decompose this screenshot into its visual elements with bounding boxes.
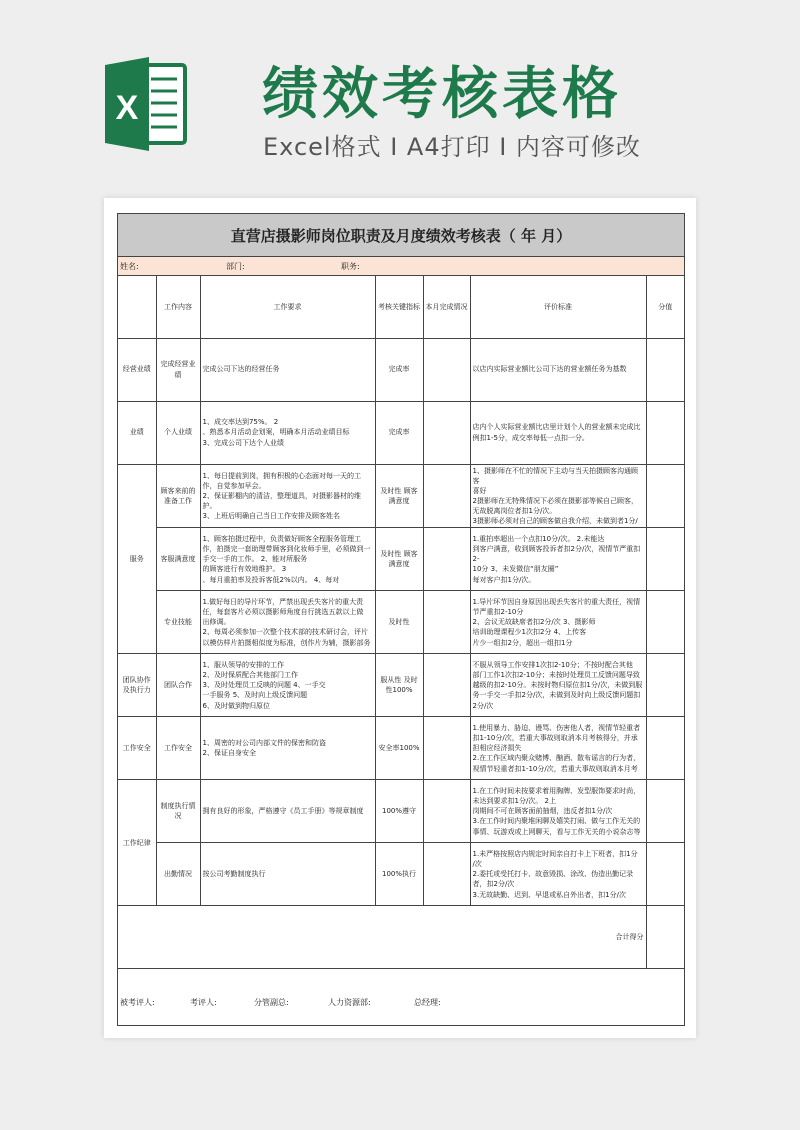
kpi-cell: 及时性 顾客满意度 xyxy=(375,528,423,591)
criteria-line: 节严重扣2-10分 xyxy=(472,608,524,617)
category-cell: 工作安全 xyxy=(118,717,156,780)
criteria-line: 2摄影师在无特殊情况下必须在摄影部等候自己顾客， xyxy=(472,496,638,505)
table-row xyxy=(118,464,684,528)
kpi-cell: 及时性 xyxy=(375,591,423,654)
signature-row xyxy=(118,969,684,1027)
requirement-line: 作，拍摄完一套助理带顾客到化妆师手里，必须做到一 xyxy=(202,545,371,554)
assessee-label: 被考评人: xyxy=(120,997,155,1007)
criteria-line: 越级的扣2-10分。未按时物归原位扣1分/次，未做到服 xyxy=(472,681,643,690)
criteria-line: 担相应经济损失 xyxy=(472,744,522,753)
excel-logo-icon xyxy=(103,55,189,153)
requirement-line: 2、每周必须参加一次整个技术部的技术研讨会，评片 xyxy=(202,628,368,637)
criteria-line: 1.使用暴力、胁迫、谩骂、伤害他人者，视情节轻重者 xyxy=(472,723,641,732)
category-cell: 工作纪律 xyxy=(118,780,156,906)
requirement-line: 作，自觉参加早会。 xyxy=(202,481,266,490)
content-cell: 个人业绩 xyxy=(156,401,200,464)
criteria-line: 未达到要求扣1分/次。 2上 xyxy=(472,797,556,806)
requirement-line: 1、每日提前到岗，拥有积极的心态面对每一天的工 xyxy=(202,471,361,480)
criteria-line: 事情、玩游戏或上网聊天，看与工作无关的小说杂志等 xyxy=(472,827,641,836)
criteria-line: 1、摄影师在不忙的情况下主动与当天拍摄顾客沟通顾客 xyxy=(472,466,638,485)
dept-label: 部门: xyxy=(226,262,245,271)
criteria-line: 培训助理课程少1次扣2分 4、上传客 xyxy=(472,628,587,637)
requirement-line: 3、完成公司下达个人业绩 xyxy=(202,438,284,447)
content-cell: 客服满意度 xyxy=(156,528,200,591)
post-label: 职务: xyxy=(341,262,360,271)
requirement-line: 1、成交率达到75%。 2 xyxy=(202,418,279,427)
content-cell: 团队合作 xyxy=(156,654,200,717)
criteria-line: 3.无故缺勤、迟到、早退或私自外出者，扣1分/次 xyxy=(472,890,626,899)
table-row xyxy=(118,780,684,843)
criteria-line: 视情节轻重者扣1-10分/次，若重大事故则取消本月考 xyxy=(472,764,638,773)
header-criteria: 评价标准 xyxy=(470,276,646,338)
criteria-line: 1.在工作时间未按要求着用胸牌、发型服饰要求时尚， xyxy=(472,786,641,795)
deputy-gm-label: 分管副总: xyxy=(254,997,289,1007)
criteria-line: 10分 3、未发微信“朋友圈” xyxy=(472,565,559,574)
criteria-cell xyxy=(470,591,646,654)
status-cell[interactable] xyxy=(423,843,470,906)
header-content: 工作内容 xyxy=(156,276,200,338)
criteria-line: 务一手交一手扣2分/次，未做到及时向上级反馈问题扣 xyxy=(472,691,641,700)
requirement-line: 1、周密的对公司内部文件的保密和防盗 xyxy=(202,739,326,748)
kpi-cell: 及时性 顾客满意度 xyxy=(375,464,423,528)
criteria-line: 部门工作1次扣2-10分；未按时处理员工反馈问题导致 xyxy=(472,671,640,680)
status-cell[interactable] xyxy=(423,401,470,464)
score-cell[interactable] xyxy=(646,780,684,843)
requirement-line: 1、服从领导的安排的工作 xyxy=(202,660,284,669)
total-label: 合计得分 xyxy=(118,906,646,968)
requirement-line: 2、保证影棚内的清洁，整理道具，对摄影器材的维 xyxy=(202,491,361,500)
requirement-cell xyxy=(200,843,375,906)
criteria-line: 店内个人实际营业额比店里计划个人的营业额未完成比 xyxy=(472,423,641,432)
requirement-line: 按公司考勤制度执行 xyxy=(202,870,266,879)
table-row xyxy=(118,717,684,780)
criteria-line: 以店内实际营业额比公司下达的营业额任务为基数 xyxy=(472,365,627,374)
criteria-line: 3摄影师必须对自己的顾客做自我介绍，未做到者1分/ xyxy=(472,517,638,526)
document-sheet xyxy=(104,198,696,1038)
score-cell[interactable] xyxy=(646,338,684,401)
requirement-line: 以模仿样片拍摄相似度为标准，创作片为辅，摄影部务 xyxy=(202,638,371,647)
criteria-line: 片少一组扣2分，超出一组扣1分 xyxy=(472,638,573,647)
status-cell[interactable] xyxy=(423,464,470,528)
criteria-line: 喜好 xyxy=(472,486,487,495)
criteria-line: 1.未严格按照店内规定时间亲自打卡上下班者，扣1分 xyxy=(472,849,638,858)
content-cell: 制度执行情况 xyxy=(156,780,200,843)
content-cell: 工作安全 xyxy=(156,717,200,780)
requirement-line: 2、保证自身安全 xyxy=(202,749,256,758)
criteria-line: 1.重拍率超出一个点扣10分/次。 2.未能达 xyxy=(472,534,605,543)
requirement-cell xyxy=(200,591,375,654)
requirement-cell xyxy=(200,780,375,843)
table-row xyxy=(118,401,684,464)
requirement-cell xyxy=(200,528,375,591)
criteria-line: 者，扣2分/次 xyxy=(472,880,515,889)
table-row xyxy=(118,528,684,591)
header-score: 分值 xyxy=(646,276,684,338)
status-cell[interactable] xyxy=(423,780,470,843)
assessment-form xyxy=(117,213,685,1026)
gm-label: 总经理: xyxy=(414,997,441,1007)
criteria-line: /次 xyxy=(472,860,482,869)
requirement-line: 拥有良好的形象，严格遵守《员工手册》等规章制度 xyxy=(202,807,364,816)
total-table xyxy=(118,906,684,969)
requirement-line: 、每月重拍率及投诉客低2%以内。 4、每对 xyxy=(202,575,340,584)
criteria-line: 到客户满意，收到顾客投诉者扣2分/次，视情节严重扣2- xyxy=(472,545,641,564)
score-cell[interactable] xyxy=(646,464,684,528)
category-cell: 业绩 xyxy=(118,401,156,464)
requirement-cell xyxy=(200,464,375,528)
header-category xyxy=(118,276,156,338)
header-status: 本月完成情况 xyxy=(423,276,470,338)
criteria-line: 岗期间不可在顾客面前抽烟，违反者扣1分/次 xyxy=(472,807,613,816)
status-cell[interactable] xyxy=(423,591,470,654)
requirement-line: 护。 xyxy=(202,501,217,510)
kpi-cell: 100%执行 xyxy=(375,843,423,906)
content-cell: 完成经营业绩 xyxy=(156,338,200,401)
criteria-cell xyxy=(470,401,646,464)
status-cell[interactable] xyxy=(423,338,470,401)
table-row xyxy=(118,843,684,906)
criteria-cell xyxy=(470,654,646,717)
content-cell: 专业技能 xyxy=(156,591,200,654)
score-cell[interactable] xyxy=(646,528,684,591)
kpi-cell: 完成率 xyxy=(375,401,423,464)
score-cell[interactable] xyxy=(646,654,684,717)
criteria-line: 3.在工作时间内聚堆闲聊及嬉笑打闹、做与工作无关的 xyxy=(472,817,641,826)
requirement-cell xyxy=(200,717,375,780)
kpi-cell: 服从性 及时性100% xyxy=(375,654,423,717)
requirement-line: 3、及时处理员工反映的问题 4、一手交 xyxy=(202,681,326,690)
header-row xyxy=(118,276,684,338)
header-requirement: 工作要求 xyxy=(200,276,375,338)
criteria-cell xyxy=(470,843,646,906)
requirement-cell xyxy=(200,338,375,401)
category-cell: 经营业绩 xyxy=(118,338,156,401)
criteria-line: 2分/次 xyxy=(472,701,494,710)
kpi-cell: 完成率 xyxy=(375,338,423,401)
kpi-cell: 100%遵守 xyxy=(375,780,423,843)
criteria-line: 例扣1-5分，成交率每低一点扣一分。 xyxy=(472,433,589,442)
criteria-cell xyxy=(470,780,646,843)
criteria-cell xyxy=(470,528,646,591)
score-cell[interactable] xyxy=(646,401,684,464)
kpi-cell: 安全率100% xyxy=(375,717,423,780)
content-cell: 顾客来前的准备工作 xyxy=(156,464,200,528)
category-cell: 服务 xyxy=(118,464,156,654)
requirement-line: 、熟悉本月活动企划案，明确本月活动业绩目标 xyxy=(202,428,350,437)
requirement-line: 手交一手的工作。 2、能对所服务 xyxy=(202,555,308,564)
criteria-line: 不服从领导工作安排1次扣2-10分；不按时配合其他 xyxy=(472,660,633,669)
requirement-line: 1.做好每日的导片环节，严禁出现丢失客片的重大责 xyxy=(202,597,364,606)
score-cell[interactable] xyxy=(646,843,684,906)
score-cell[interactable] xyxy=(646,717,684,780)
table-row xyxy=(118,338,684,401)
name-label: 姓名: xyxy=(120,262,139,271)
table-row xyxy=(118,591,684,654)
content-cell: 出勤情况 xyxy=(156,843,200,906)
assessment-table xyxy=(118,276,684,906)
requirement-line: 的顾客进行有效地维护。 3 xyxy=(202,565,287,574)
table-row xyxy=(118,654,684,717)
form-title: 直营店摄影师岗位职责及月度绩效考核表（ 年 月） xyxy=(118,214,684,257)
criteria-line: 扣1-10分/次，若重大事故则取消本月考核得分，并承 xyxy=(472,734,638,743)
requirement-cell xyxy=(200,654,375,717)
criteria-cell xyxy=(470,464,646,528)
requirement-line: 6、及时做到物归原位 xyxy=(202,701,270,710)
category-cell: 团队协作及执行力 xyxy=(118,654,156,717)
requirement-line: 3、上班后明确自己当日工作安排及顾客姓名 xyxy=(202,512,340,521)
criteria-cell xyxy=(470,717,646,780)
status-cell[interactable] xyxy=(423,654,470,717)
requirement-cell xyxy=(200,401,375,464)
status-cell[interactable] xyxy=(423,717,470,780)
criteria-cell xyxy=(470,338,646,401)
criteria-line: 2.在工作区域内聚众赌博、酗酒、散布谣言的行为者， xyxy=(472,754,641,763)
logo-letter: X xyxy=(115,89,139,127)
hr-label: 人力资源部: xyxy=(328,997,371,1007)
requirement-line: 出修调。 xyxy=(202,618,231,627)
status-cell[interactable] xyxy=(423,528,470,591)
requirement-line: 2、及时保质配合其他部门工作 xyxy=(202,671,298,680)
total-score-cell[interactable] xyxy=(646,906,684,968)
requirement-line: 一手服务 5、及时向上级反馈问题 xyxy=(202,691,308,700)
requirement-line: 完成公司下达的经营任务 xyxy=(202,365,280,374)
criteria-line: 2、会议无故缺席者扣2分/次 3、摄影师 xyxy=(472,618,596,627)
header-kpi: 考核关键指标 xyxy=(375,276,423,338)
criteria-line: 1.导片环节因自身原因出现丢失客片的重大责任，视情 xyxy=(472,597,641,606)
requirement-line: 任，每套客片必须以摄影师角度自行挑选五款以上做 xyxy=(202,608,364,617)
criteria-line: 每对客户扣1分/次。 xyxy=(472,575,536,584)
requirement-line: 1、顾客拍摄过程中，负责做好顾客全程服务管理工 xyxy=(202,534,361,543)
score-cell[interactable] xyxy=(646,591,684,654)
info-row xyxy=(118,257,684,276)
page-subtitle: Excel格式 I A4打印 I 内容可修改 xyxy=(263,133,641,161)
criteria-line: 无故脱离岗位者扣1分/次。 xyxy=(472,507,557,516)
criteria-line: 2.委托或受托打卡、故意毁损、涂改、伪造出勤记录 xyxy=(472,870,634,879)
assessor-label: 考评人: xyxy=(190,997,217,1007)
page-title: 绩效考核表格 xyxy=(262,62,622,127)
